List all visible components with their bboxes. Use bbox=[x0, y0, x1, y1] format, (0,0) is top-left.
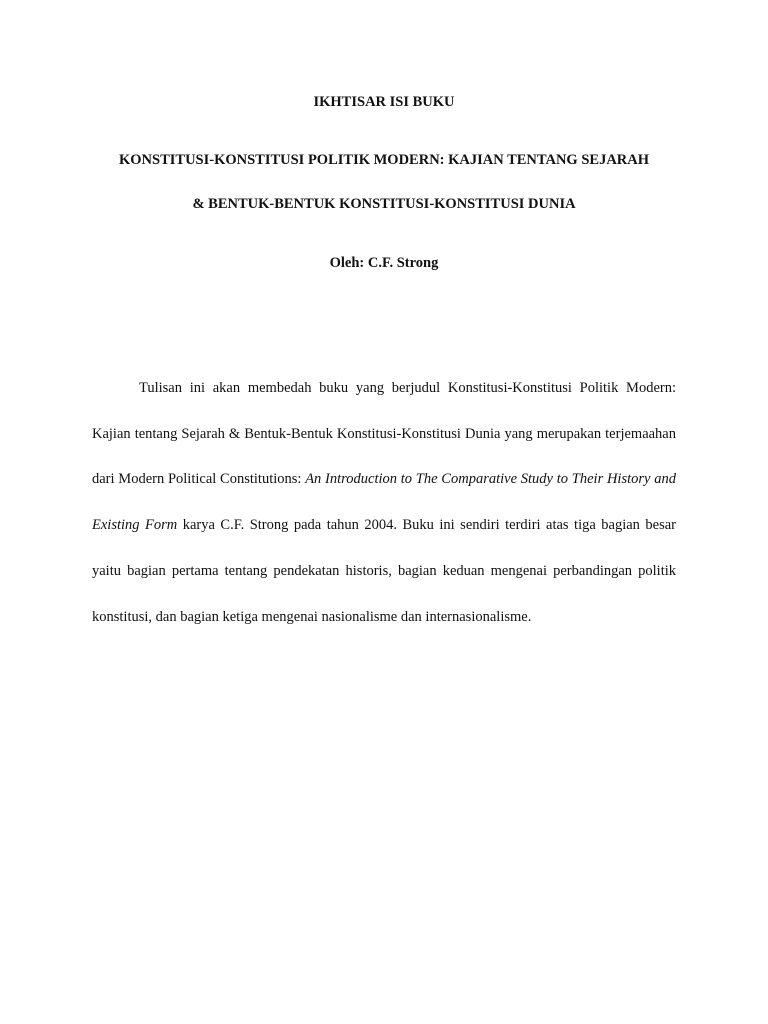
author-line: Oleh: C.F. Strong bbox=[329, 255, 439, 271]
paragraph-italic-book-title: An Introduction to The Comparative Study to Their History and Existing Form bbox=[92, 471, 676, 534]
paragraph bbox=[92, 366, 676, 640]
document-title: IKHTISAR ISI BUKU bbox=[313, 94, 455, 110]
book-title-line-1: KONSTITUSI-KONSTITUSI POLITIK MODERN: KAJIAN TENTANG SEJARAH bbox=[118, 152, 650, 168]
book-title-line-2: & BENTUK-BENTUK KONSTITUSI-KONSTITUSI DUNIA bbox=[192, 196, 576, 212]
paragraph-text-1: Tulisan ini akan membedah buku yang berjudul Konstitusi-Konstitusi Politik Modern: Kajian tentang Sejarah & Bentuk-Bentuk Konstitusi-Konstitusi Dunia yang merupakan terjemaahan dari Modern Political Constitutions: bbox=[92, 380, 676, 488]
paragraph-text-2: karya C.F. Strong pada tahun 2004. Buku ini sendiri terdiri atas tiga bagian besar yaitu bagian pertama tentang pendekatan historis, bagian keduan mengenai perbandingan politik konstitusi, dan bagian ketiga mengenai nasionalisme dan internasionalisme. bbox=[92, 517, 677, 625]
body-text bbox=[92, 366, 676, 640]
